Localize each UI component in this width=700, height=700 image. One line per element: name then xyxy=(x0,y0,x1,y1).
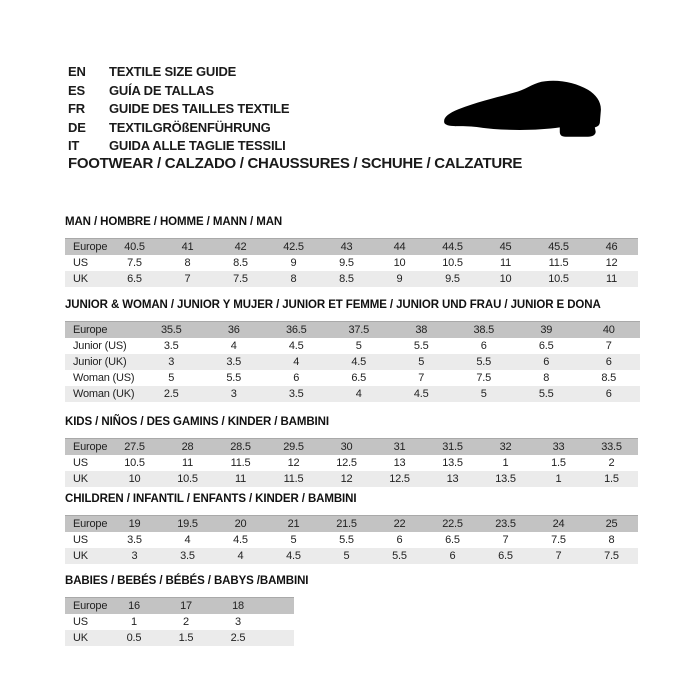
size-value: 5 xyxy=(328,338,391,354)
section-babies xyxy=(65,575,640,646)
section-title: CHILDREN / INFANTIL / ENFANTS / KINDER / BAMBINI xyxy=(65,493,357,505)
table-row xyxy=(65,455,638,471)
size-value: 10.5 xyxy=(532,271,585,287)
row-label: US xyxy=(65,532,108,548)
table-row xyxy=(65,370,640,386)
language-code: IT xyxy=(68,138,80,154)
size-value: 3 xyxy=(203,386,266,402)
size-value: 28 xyxy=(161,439,214,456)
size-value: 11 xyxy=(161,455,214,471)
size-value: 6 xyxy=(426,548,479,564)
size-value: 5.5 xyxy=(203,370,266,386)
size-value: 24 xyxy=(532,516,585,533)
size-value: 8.5 xyxy=(214,255,267,271)
size-value: 6.5 xyxy=(426,532,479,548)
size-value: 5 xyxy=(267,532,320,548)
size-value: 33.5 xyxy=(585,439,638,456)
size-value: 22.5 xyxy=(426,516,479,533)
size-value: 7 xyxy=(479,532,532,548)
size-value: 21.5 xyxy=(320,516,373,533)
table-row xyxy=(65,598,294,615)
size-value: 3 xyxy=(108,548,161,564)
row-label: Europe xyxy=(65,239,108,256)
size-value: 12.5 xyxy=(373,471,426,487)
size-value: 1 xyxy=(479,455,532,471)
size-value: 9.5 xyxy=(426,271,479,287)
row-label: UK xyxy=(65,471,108,487)
size-value: 3.5 xyxy=(203,354,266,370)
size-value: 6 xyxy=(373,532,426,548)
language-code: DE xyxy=(68,119,86,135)
size-value: 42 xyxy=(214,239,267,256)
size-value: 3 xyxy=(140,354,203,370)
size-value: 4 xyxy=(265,354,328,370)
size-value: 11 xyxy=(479,255,532,271)
size-value: 4.5 xyxy=(265,338,328,354)
size-value: 1.5 xyxy=(532,455,585,471)
size-value: 4 xyxy=(328,386,391,402)
size-value: 5.5 xyxy=(515,386,578,402)
size-value: 4 xyxy=(214,548,267,564)
language-code: FR xyxy=(68,101,85,117)
table-row xyxy=(65,532,638,548)
size-value: 8.5 xyxy=(578,370,641,386)
row-label: US xyxy=(65,455,108,471)
row-label: Europe xyxy=(65,598,108,615)
size-value: 38.5 xyxy=(453,322,516,339)
section-title: JUNIOR & WOMAN / JUNIOR Y MUJER / JUNIOR ET FEMME / JUNIOR UND FRAU / JUNIOR E DONA xyxy=(65,299,601,311)
table-row xyxy=(65,255,638,271)
size-value: 7.5 xyxy=(453,370,516,386)
size-value: 8 xyxy=(585,532,638,548)
size-value: 1.5 xyxy=(585,471,638,487)
size-value: 4 xyxy=(161,532,214,548)
size-value: 7 xyxy=(161,271,214,287)
table-row xyxy=(65,630,294,646)
section-title: BABIES / BEBÉS / BÉBÉS / BABYS /BAMBINI xyxy=(65,575,309,587)
size-value: 7 xyxy=(390,370,453,386)
size-table-children xyxy=(65,515,638,564)
size-value: 6 xyxy=(265,370,328,386)
size-table-man xyxy=(65,238,638,287)
size-value: 5 xyxy=(390,354,453,370)
language-title: GUÍA DE TALLAS xyxy=(109,82,214,98)
size-value: 6.5 xyxy=(479,548,532,564)
size-value: 1 xyxy=(108,614,160,630)
size-value: 12 xyxy=(320,471,373,487)
language-row xyxy=(68,119,289,138)
row-label: UK xyxy=(65,630,108,646)
size-value: 7.5 xyxy=(214,271,267,287)
size-value: 19.5 xyxy=(161,516,214,533)
size-value: 21 xyxy=(267,516,320,533)
size-value: 4 xyxy=(203,338,266,354)
size-value: 28.5 xyxy=(214,439,267,456)
size-value: 11.5 xyxy=(267,471,320,487)
language-title: GUIDA ALLE TAGLIE TESSILI xyxy=(109,138,286,154)
size-value: 7.5 xyxy=(532,532,585,548)
table-row xyxy=(65,471,638,487)
section-title: MAN / HOMBRE / HOMME / MANN / MAN xyxy=(65,216,283,228)
size-value: 9.5 xyxy=(320,255,373,271)
empty-cell xyxy=(264,598,294,615)
size-value: 20 xyxy=(214,516,267,533)
size-value: 10 xyxy=(479,271,532,287)
table-row xyxy=(65,271,638,287)
size-value: 11.5 xyxy=(532,255,585,271)
size-value: 12 xyxy=(267,455,320,471)
size-value: 6 xyxy=(578,354,641,370)
size-value: 12.5 xyxy=(320,455,373,471)
size-value: 3 xyxy=(212,614,264,630)
size-value: 8 xyxy=(161,255,214,271)
size-value: 5 xyxy=(320,548,373,564)
empty-cell xyxy=(264,630,294,646)
size-value: 19 xyxy=(108,516,161,533)
row-label: UK xyxy=(65,271,108,287)
size-value: 37.5 xyxy=(328,322,391,339)
table-row xyxy=(65,439,638,456)
size-value: 22 xyxy=(373,516,426,533)
size-value: 41 xyxy=(161,239,214,256)
size-value: 6 xyxy=(578,386,641,402)
size-value: 44.5 xyxy=(426,239,479,256)
size-value: 13.5 xyxy=(426,455,479,471)
size-value: 6.5 xyxy=(108,271,161,287)
size-value: 38 xyxy=(390,322,453,339)
size-value: 31.5 xyxy=(426,439,479,456)
size-value: 40 xyxy=(578,322,641,339)
row-label: Woman (UK) xyxy=(65,386,140,402)
size-value: 39 xyxy=(515,322,578,339)
size-value: 8.5 xyxy=(320,271,373,287)
language-title: TEXTILE SIZE GUIDE xyxy=(109,64,237,79)
size-value: 2.5 xyxy=(212,630,264,646)
size-value: 10 xyxy=(108,471,161,487)
size-value: 42.5 xyxy=(267,239,320,256)
size-value: 1 xyxy=(532,471,585,487)
size-value: 29.5 xyxy=(267,439,320,456)
size-value: 44 xyxy=(373,239,426,256)
size-value: 5.5 xyxy=(373,548,426,564)
size-value: 36.5 xyxy=(265,322,328,339)
table-row xyxy=(65,614,294,630)
table-row xyxy=(65,239,638,256)
row-label: Woman (US) xyxy=(65,370,140,386)
table-row xyxy=(65,354,640,370)
row-label: Europe xyxy=(65,322,140,339)
size-value: 3.5 xyxy=(161,548,214,564)
size-value: 3.5 xyxy=(140,338,203,354)
size-value: 25 xyxy=(585,516,638,533)
size-value: 18 xyxy=(212,598,264,615)
table-row xyxy=(65,516,638,533)
size-value: 7 xyxy=(578,338,641,354)
table-row xyxy=(65,386,640,402)
size-value: 6 xyxy=(515,354,578,370)
dress-shoe-icon xyxy=(441,76,629,148)
size-value: 2 xyxy=(585,455,638,471)
size-value: 8 xyxy=(515,370,578,386)
size-table-kids xyxy=(65,438,638,487)
size-value: 36 xyxy=(203,322,266,339)
size-value: 13 xyxy=(373,455,426,471)
language-row xyxy=(68,137,289,156)
size-value: 10 xyxy=(373,255,426,271)
table-row xyxy=(65,338,640,354)
language-row xyxy=(68,82,289,101)
row-label: US xyxy=(65,614,108,630)
size-value: 2.5 xyxy=(140,386,203,402)
section-junior xyxy=(65,299,640,402)
section-man xyxy=(65,216,640,287)
row-label: Junior (US) xyxy=(65,338,140,354)
size-value: 3.5 xyxy=(265,386,328,402)
size-value: 9 xyxy=(267,255,320,271)
size-value: 5 xyxy=(453,386,516,402)
size-value: 30 xyxy=(320,439,373,456)
size-value: 10.5 xyxy=(108,455,161,471)
size-value: 9 xyxy=(373,271,426,287)
size-value: 6.5 xyxy=(328,370,391,386)
size-value: 0.5 xyxy=(108,630,160,646)
section-title: KIDS / NIÑOS / DES GAMINS / KINDER / BAMBINI xyxy=(65,416,329,428)
size-value: 17 xyxy=(160,598,212,615)
section-kids xyxy=(65,416,640,487)
size-value: 11 xyxy=(214,471,267,487)
language-guide-list xyxy=(68,63,289,156)
size-value: 33 xyxy=(532,439,585,456)
size-value: 46 xyxy=(585,239,638,256)
size-value: 10.5 xyxy=(161,471,214,487)
size-value: 4.5 xyxy=(214,532,267,548)
size-value: 5.5 xyxy=(390,338,453,354)
size-value: 5 xyxy=(140,370,203,386)
language-code: EN xyxy=(68,64,86,79)
table-row xyxy=(65,548,638,564)
size-value: 8 xyxy=(267,271,320,287)
size-value: 13.5 xyxy=(479,471,532,487)
size-value: 32 xyxy=(479,439,532,456)
row-label: Junior (UK) xyxy=(65,354,140,370)
language-code: ES xyxy=(68,82,85,98)
row-label: US xyxy=(65,255,108,271)
size-value: 4.5 xyxy=(390,386,453,402)
language-title: TEXTILGRÖßENFÜHRUNG xyxy=(109,119,271,135)
size-value: 43 xyxy=(320,239,373,256)
size-value: 4.5 xyxy=(267,548,320,564)
empty-cell xyxy=(264,614,294,630)
size-value: 7 xyxy=(532,548,585,564)
language-title: GUIDE DES TAILLES TEXTILE xyxy=(109,101,290,117)
category-heading: FOOTWEAR / CALZADO / CHAUSSURES / SCHUHE / CALZATURE xyxy=(68,155,523,172)
size-value: 27.5 xyxy=(108,439,161,456)
size-value: 1.5 xyxy=(160,630,212,646)
row-label: Europe xyxy=(65,439,108,456)
size-value: 6 xyxy=(453,338,516,354)
section-children xyxy=(65,493,640,564)
table-row xyxy=(65,322,640,339)
size-value: 7.5 xyxy=(585,548,638,564)
row-label: UK xyxy=(65,548,108,564)
size-value: 2 xyxy=(160,614,212,630)
size-value: 11.5 xyxy=(214,455,267,471)
size-value: 13 xyxy=(426,471,479,487)
size-value: 40.5 xyxy=(108,239,161,256)
size-value: 5.5 xyxy=(453,354,516,370)
size-value: 45.5 xyxy=(532,239,585,256)
size-value: 4.5 xyxy=(328,354,391,370)
size-value: 5.5 xyxy=(320,532,373,548)
size-table-junior xyxy=(65,321,640,402)
language-row xyxy=(68,63,289,82)
row-label: Europe xyxy=(65,516,108,533)
size-value: 23.5 xyxy=(479,516,532,533)
size-value: 31 xyxy=(373,439,426,456)
size-value: 3.5 xyxy=(108,532,161,548)
size-table-babies xyxy=(65,597,294,646)
size-value: 45 xyxy=(479,239,532,256)
size-value: 16 xyxy=(108,598,160,615)
size-value: 12 xyxy=(585,255,638,271)
size-value: 35.5 xyxy=(140,322,203,339)
size-value: 10.5 xyxy=(426,255,479,271)
language-row xyxy=(68,100,289,119)
size-value: 11 xyxy=(585,271,638,287)
size-value: 6.5 xyxy=(515,338,578,354)
size-value: 7.5 xyxy=(108,255,161,271)
